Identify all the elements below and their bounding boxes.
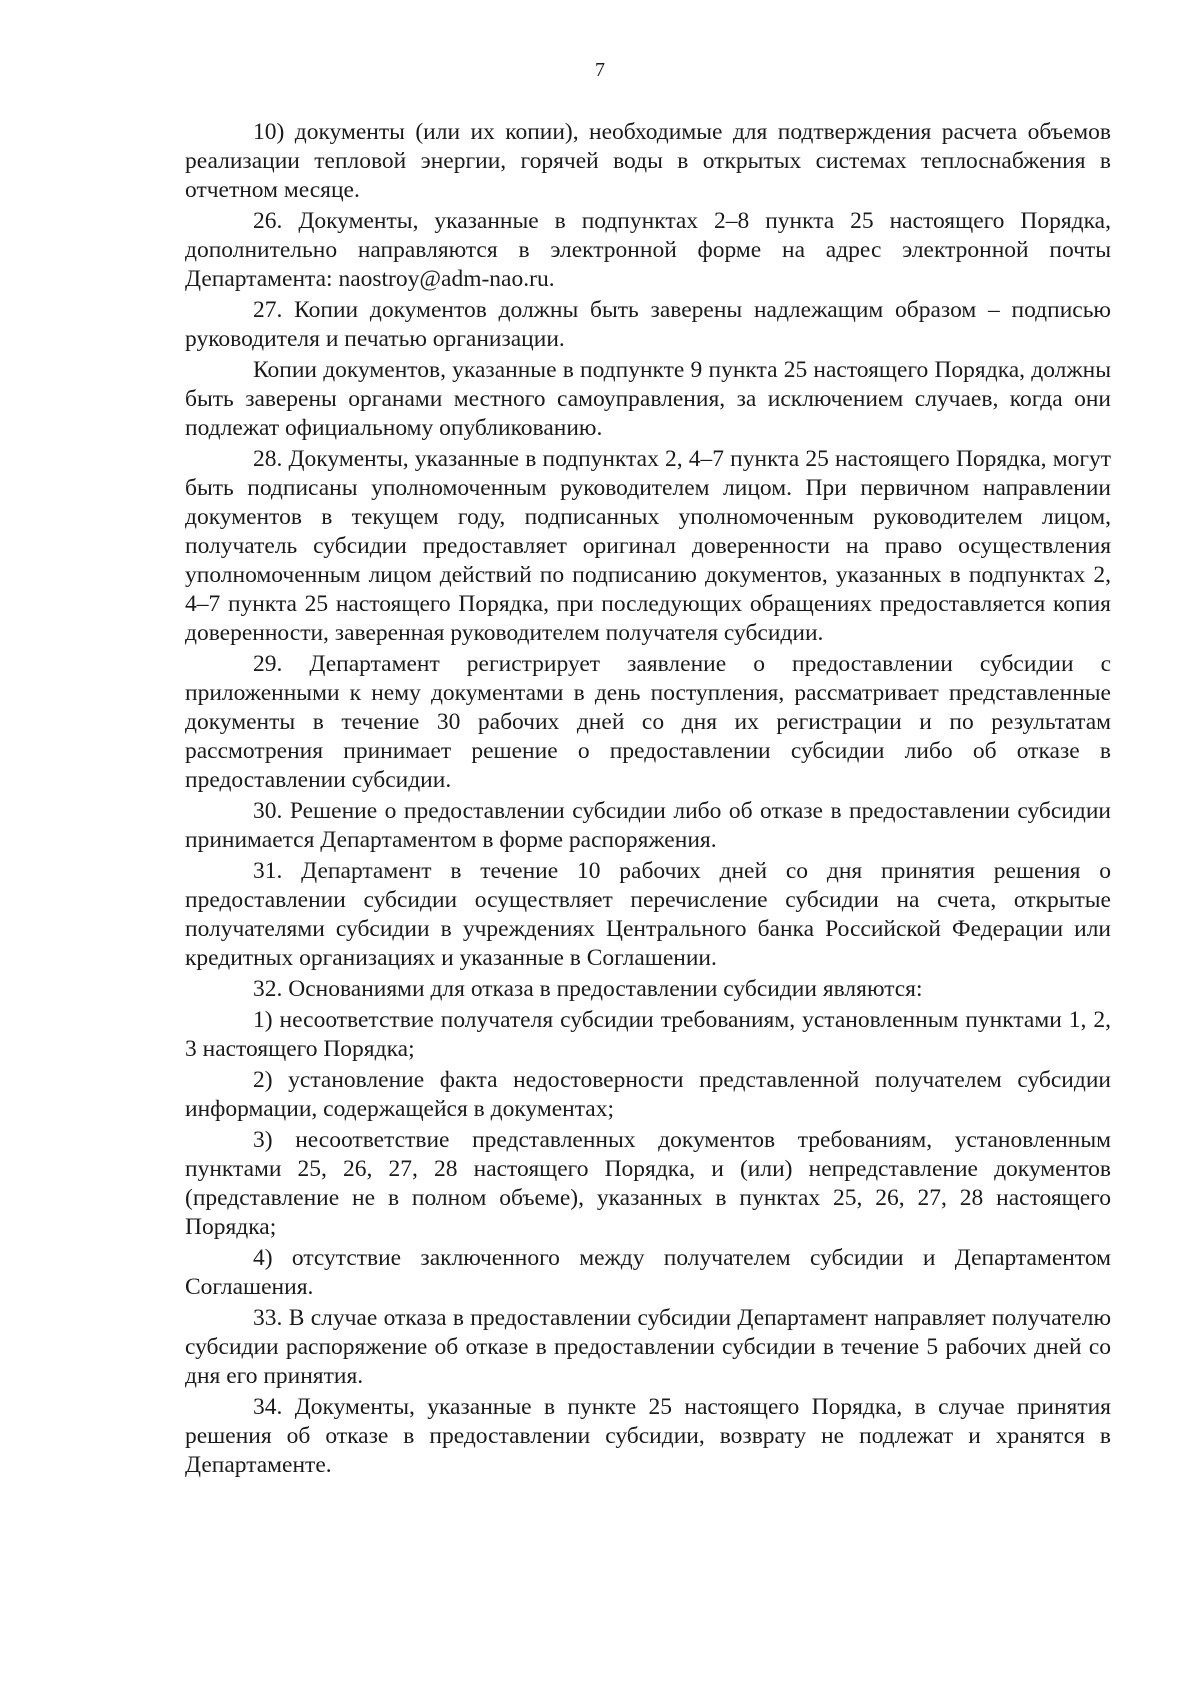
paragraph-27: 27. Копии документов должны быть заверены надлежащим образом – подписью руководителя и печатью организации.: [185, 297, 1111, 352]
paragraph-27-copies: Копии документов, указанные в подпункте 9 пункта 25 настоящего Порядка, должны быть заверены органами местного самоуправления, за исключением случаев, когда они подлежат официальному опубликованию.: [185, 357, 1111, 441]
paragraph-26: 26. Документы, указанные в подпунктах 2–8 пункта 25 настоящего Порядка, дополнительно направляются в электронной форме на адрес электронной почты Департамента: naostroy@adm-nao.ru.: [185, 208, 1111, 292]
paragraph-28: 28. Документы, указанные в подпунктах 2, 4–7 пункта 25 настоящего Порядка, могут быть подписаны уполномоченным руководителем лицом. При первичном направлении документов в текущем году, подписанных уполномоченным руководителем лицом, получатель субсидии предоставляет оригинал доверенности на право осуществления уполномоченным лицом действий по подписанию документов, указанных в подпунктах 2, 4–7 пункта 25 настоящего Порядка, при последующих обращениях предоставляется копия доверенности, заверенная руководителем получателя субсидии.: [185, 446, 1111, 646]
paragraph-32-item-3: 3) несоответствие представленных документов требованиям, установленным пунктами 25, 26, 27, 28 настоящего Порядка, и (или) непредставление документов (представление не в полном объеме), указанных в пунктах 25, 26, 27, 28 настоящего Порядка;: [185, 1127, 1111, 1240]
paragraph-32: 32. Основаниями для отказа в предоставлении субсидии являются:: [253, 976, 923, 1002]
document-body: [185, 118, 1111, 1480]
paragraph-30: 30. Решение о предоставлении субсидии либо об отказе в предоставлении субсидии принимается Департаментом в форме распоряжения.: [185, 798, 1111, 853]
page-number: 7: [595, 59, 605, 81]
paragraph-33: 33. В случае отказа в предоставлении субсидии Департамент направляет получателю субсидии распоряжение об отказе в предоставлении субсидии в течение 5 рабочих дней со дня его принятия.: [185, 1305, 1111, 1389]
paragraph-29: 29. Департамент регистрирует заявление о предоставлении субсидии с приложенными к нему документами в день поступления, рассматривает представленные документы в течение 30 рабочих дней со дня их регистрации и по результатам рассмотрения принимает решение о предоставлении субсидии либо об отказе в предоставлении субсидии.: [185, 651, 1111, 793]
paragraph-32-item-1: 1) несоответствие получателя субсидии требованиям, установленным пунктами 1, 2, 3 настоящего Порядка;: [185, 1007, 1111, 1062]
paragraph-34: 34. Документы, указанные в пункте 25 настоящего Порядка, в случае принятия решения об отказе в предоставлении субсидии, возврату не подлежат и хранятся в Департаменте.: [185, 1394, 1111, 1478]
paragraph-subitem-10: 10) документы (или их копии), необходимые для подтверждения расчета объемов реализации тепловой энергии, горячей воды в открытых системах теплоснабжения в отчетном месяце.: [185, 119, 1111, 203]
paragraph-32-item-4: 4) отсутствие заключенного между получателем субсидии и Департаментом Соглашения.: [185, 1245, 1111, 1300]
paragraph-32-item-2: 2) установление факта недостоверности представленной получателем субсидии информации, содержащейся в документах;: [185, 1067, 1111, 1122]
paragraph-31: 31. Департамент в течение 10 рабочих дней со дня принятия решения о предоставлении субсидии осуществляет перечисление субсидии на счета, открытые получателями субсидии в учреждениях Центрального банка Российской Федерации или кредитных организациях и указанные в Соглашении.: [185, 858, 1111, 971]
